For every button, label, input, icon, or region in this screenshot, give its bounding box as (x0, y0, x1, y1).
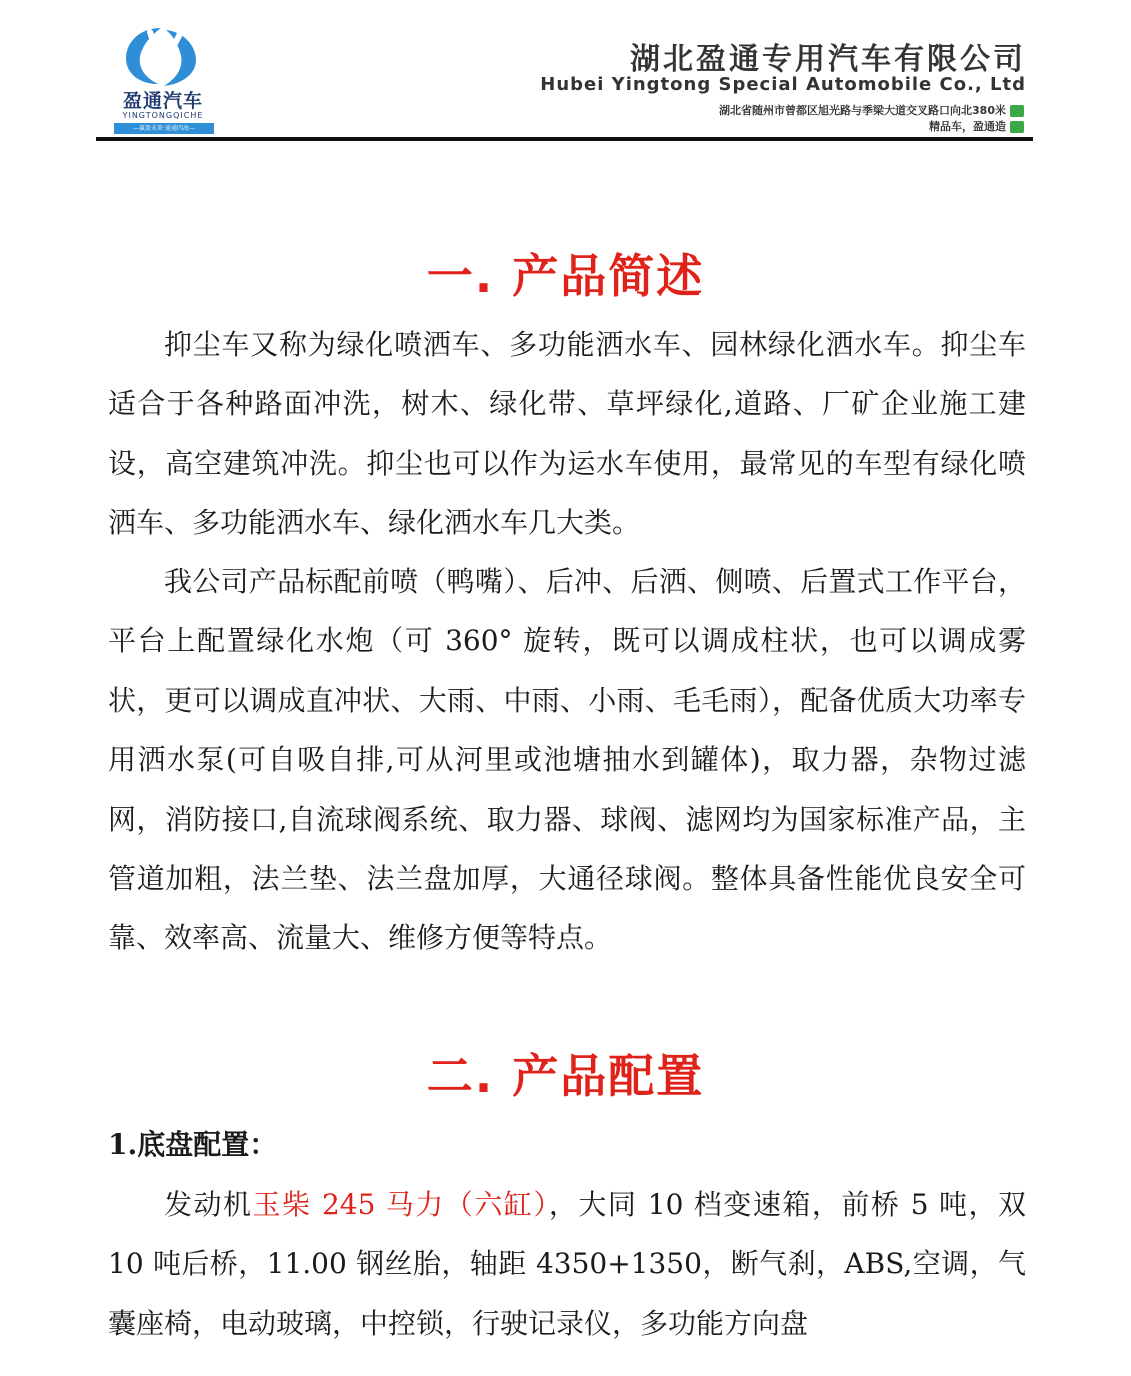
chassis-details: ，大同 10 档变速箱，前桥 5 吨，双 10 吨后桥，11.00 钢丝胎，轴距 4350+1350，断气刹，ABS,空调，气囊座椅，电动玻璃，中控锁，行驶记录仪，多功能方向盘 (108, 1188, 1026, 1340)
section-title-overview: 一. 产品简述 (426, 249, 705, 303)
company-motto (929, 118, 1024, 134)
chassis-prefix: 发动机 (164, 1188, 253, 1221)
overview-paragraph-2: 我公司产品标配前喷（鸭嘴）、后冲、后洒、侧喷、后置式工作平台，平台上配置绿化水炮（可 360° 旋转，既可以调成柱状，也可以调成雾状，更可以调成直冲状、大雨、中雨、小雨、毛毛雨），配备优质大功率专用洒水泵(可自吸自排,可从河里或池塘抽水到罐体)，取力器，杂物过滤网，消防接口,自流球阀系统、取力器、球阀、滤网均为国家标准产品，主管道加粗，法兰垫、法兰盘加厚，大通径球阀。整体具备性能优良安全可靠、效率高、流量大、维修方便等特点。 (108, 565, 1026, 955)
overview-paragraph-1: 抑尘车又称为绿化喷洒车、多功能洒水车、园林绿化洒水车。抑尘车适合于各种路面冲洗，树木、绿化带、草坪绿化,道路、厂矿企业施工建设，高空建筑冲洗。抑尘也可以作为运水车使用，最常见的车型有绿化喷洒车、多功能洒水车、绿化洒水车几大类。 (108, 328, 1026, 540)
motto-text: 精品车，盈通造 (929, 120, 1006, 133)
check-badge-icon (1010, 121, 1024, 133)
company-logo (104, 20, 214, 138)
logo-pinyin: YINGTONGQICHE (122, 111, 204, 120)
address-text: 湖北省随州市曾都区旭光路与季梁大道交叉路口向北380米 (719, 104, 1006, 117)
company-address (719, 102, 1024, 118)
section-title-config: 二. 产品配置 (426, 1049, 705, 1103)
page-header (96, 20, 1032, 140)
leaf-badge-icon (1010, 105, 1024, 117)
logo-slogan: —赢盈未来·通通四海— (114, 123, 214, 134)
chassis-subtitle: 1.底盘配置： (108, 1128, 278, 1161)
header-divider (96, 137, 1033, 141)
yingtong-logo-icon (122, 24, 200, 88)
chassis-engine: 玉柴 245 马力（六缸） (252, 1188, 549, 1221)
company-name-cn: 湖北盈通专用汽车有限公司 (630, 42, 1026, 77)
logo-name: 盈通汽车 (122, 90, 203, 112)
chassis-paragraph (108, 1175, 1026, 1353)
company-name-en: Hubei Yingtong Special Automobile Co., Ltd (540, 74, 1026, 95)
